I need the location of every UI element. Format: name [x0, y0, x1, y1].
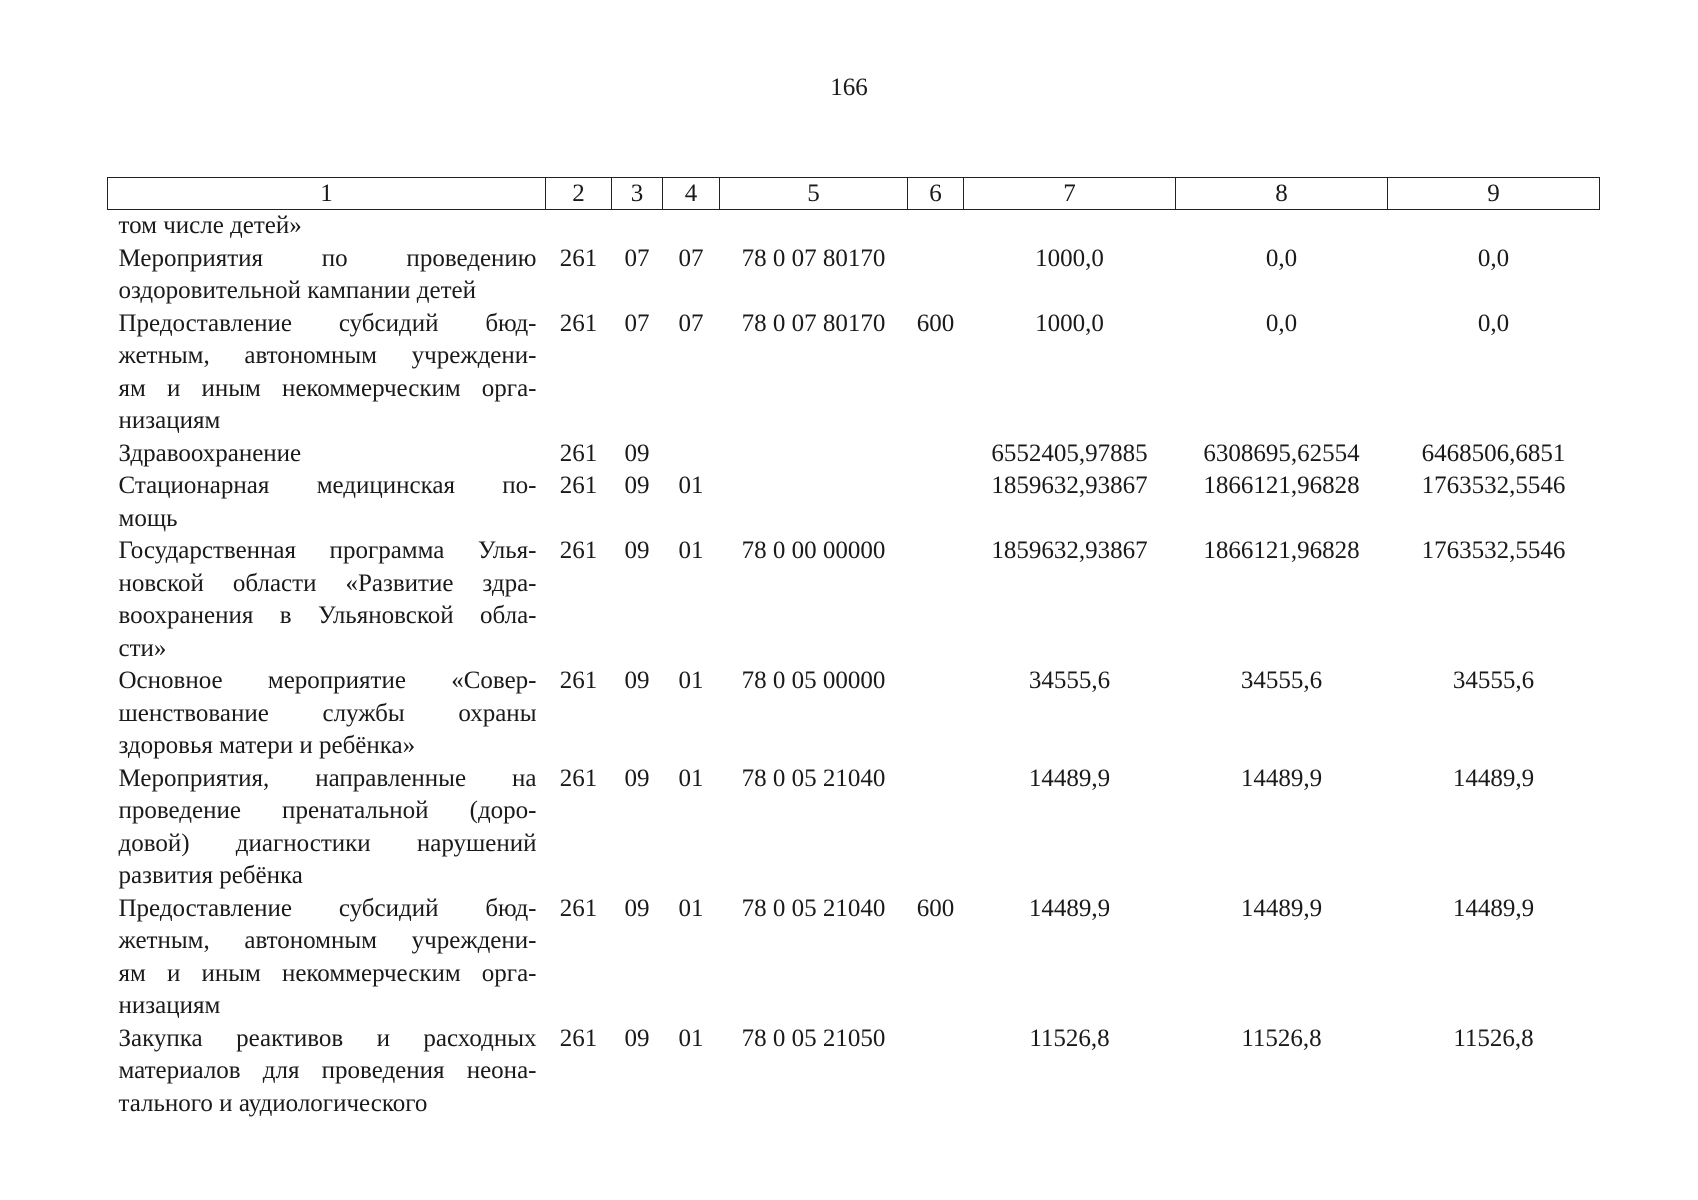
code-section: 09 [624, 439, 650, 467]
code-expense-type [908, 210, 964, 243]
table-row [108, 665, 1600, 763]
code-subsection: 07 [678, 309, 704, 337]
row-name-line: ям и иным некоммерческим орга- [118, 959, 537, 987]
code-target-article [720, 470, 908, 535]
code-subsection: 01 [678, 667, 704, 694]
row-name-line: проведение пренатальной (доро- [118, 797, 537, 824]
code-section: 09 [624, 667, 650, 694]
row-name-line: шенствование службы охраны [118, 699, 537, 727]
row-name-line: низациям [118, 407, 221, 434]
code-admin: 261 [559, 309, 598, 337]
amount-col-7: 14489,9 [1028, 894, 1111, 922]
row-name [108, 470, 546, 535]
code-admin: 261 [559, 244, 598, 272]
row-name-line: низациям [118, 992, 221, 1019]
amount-col-9: 1763532,5546 [1421, 472, 1566, 499]
code-section: 09 [624, 1024, 650, 1052]
row-name-line: Предоставление субсидий бюд- [118, 309, 537, 337]
row-name [108, 438, 546, 471]
code-admin [546, 210, 612, 243]
code-admin: 261 [559, 537, 598, 564]
code-admin: 261 [559, 439, 598, 467]
amount-col-7: 1000,0 [1035, 309, 1104, 337]
amount-col-8: 0,0 [1265, 309, 1298, 337]
row-name [108, 665, 546, 763]
table-row [108, 210, 1600, 243]
amount-col-9: 0,0 [1477, 244, 1510, 272]
table-body [108, 210, 1600, 1121]
amount-col-8 [1176, 210, 1388, 243]
code-expense-type: 600 [916, 894, 955, 922]
code-expense-type: 600 [916, 309, 955, 337]
row-name-line: жетным, автономным учреждени- [118, 927, 537, 954]
amount-col-8: 1866121,96828 [1203, 537, 1360, 564]
code-section: 09 [624, 894, 650, 922]
amount-col-8: 34555,6 [1240, 667, 1323, 694]
code-target-article: 78 0 07 80170 [741, 309, 886, 337]
code-expense-type [908, 438, 964, 471]
code-subsection: 01 [678, 472, 704, 499]
code-subsection: 01 [678, 894, 704, 922]
code-subsection [663, 210, 720, 243]
code-target-article [720, 210, 908, 243]
amount-col-8: 14489,9 [1240, 894, 1323, 922]
amount-col-9: 0,0 [1477, 309, 1510, 337]
amount-col-9: 6468506,6851 [1421, 439, 1566, 467]
column-header-9: 9 [1388, 178, 1600, 210]
row-name-line: том числе детей» [118, 212, 302, 239]
amount-col-8: 1866121,96828 [1203, 472, 1360, 499]
column-header-8: 8 [1176, 178, 1388, 210]
code-expense-type [908, 665, 964, 763]
page-number: 166 [830, 74, 868, 101]
row-name [108, 763, 546, 893]
row-name [108, 243, 546, 308]
row-name [108, 308, 546, 438]
code-subsection: 01 [678, 1024, 704, 1052]
column-header-5: 5 [720, 178, 908, 210]
code-expense-type [908, 470, 964, 535]
amount-col-9: 34555,6 [1452, 667, 1535, 694]
code-admin: 261 [559, 1024, 598, 1052]
row-name [108, 893, 546, 1023]
row-name-line: оздоровительной кампании детей [118, 277, 476, 304]
code-subsection: 07 [678, 244, 704, 272]
row-name-line: ям и иным некоммерческим орга- [118, 374, 537, 402]
amount-col-9: 1763532,5546 [1421, 537, 1566, 564]
row-name-line: Стационарная медицинская по- [118, 472, 537, 499]
amount-col-8: 6308695,62554 [1203, 439, 1360, 467]
code-section: 07 [624, 244, 650, 272]
code-section: 09 [624, 537, 650, 564]
amount-col-7: 34555,6 [1028, 667, 1111, 694]
code-subsection: 01 [678, 764, 704, 792]
row-name [108, 535, 546, 665]
header-row [108, 178, 1600, 210]
code-expense-type [908, 763, 964, 893]
row-name-line: Закупка реактивов и расходных [118, 1024, 537, 1052]
code-expense-type [908, 1023, 964, 1121]
table-row [108, 763, 1600, 893]
column-header-6: 6 [908, 178, 964, 210]
column-header-7: 7 [964, 178, 1176, 210]
amount-col-7: 6552405,97885 [991, 439, 1148, 467]
row-name-line: воохранения в Ульяновской обла- [118, 602, 537, 629]
column-header-2: 2 [546, 178, 612, 210]
code-target-article: 78 0 05 21040 [741, 894, 886, 922]
code-target-article [720, 438, 908, 471]
amount-col-8: 14489,9 [1240, 764, 1323, 792]
code-target-article: 78 0 07 80170 [741, 244, 886, 272]
amount-col-7: 1859632,93867 [991, 472, 1148, 499]
row-name-line: здоровья матери и ребёнка» [118, 732, 416, 759]
budget-table [107, 177, 1600, 1120]
code-target-article: 78 0 00 00000 [741, 537, 886, 564]
code-section: 09 [624, 764, 650, 792]
table-header [108, 178, 1600, 210]
code-target-article: 78 0 05 21050 [741, 1024, 886, 1052]
row-name-line: довой) диагностики нарушений [118, 829, 537, 857]
code-section: 09 [624, 472, 650, 499]
amount-col-7: 11526,8 [1029, 1024, 1110, 1052]
row-name-line: развития ребёнка [118, 862, 303, 889]
column-header-1: 1 [108, 178, 546, 210]
amount-col-8: 11526,8 [1241, 1024, 1322, 1052]
column-header-3: 3 [612, 178, 663, 210]
code-section [612, 210, 663, 243]
row-name-line: Основное мероприятие «Совер- [118, 667, 537, 694]
code-admin: 261 [559, 894, 598, 922]
row-name-line: Государственная программа Улья- [118, 537, 537, 564]
code-admin: 261 [559, 764, 598, 792]
column-header-4: 4 [663, 178, 720, 210]
row-name-line: Мероприятия, направленные на [118, 764, 537, 792]
table-row [108, 535, 1600, 665]
row-name-line: сти» [118, 634, 167, 662]
amount-col-8: 0,0 [1265, 244, 1298, 272]
row-name-line: тального и аудиологического [118, 1089, 428, 1117]
code-admin: 261 [559, 472, 598, 499]
code-admin: 261 [559, 667, 598, 694]
table-row [108, 243, 1600, 308]
table-row [108, 308, 1600, 438]
code-subsection [663, 438, 720, 471]
amount-col-9: 14489,9 [1452, 894, 1535, 922]
row-name-line: материалов для проведения неона- [118, 1057, 537, 1084]
table-row [108, 438, 1600, 471]
row-name-line: Мероприятия по проведению [118, 244, 537, 272]
table-row [108, 1023, 1600, 1121]
amount-col-7: 1000,0 [1035, 244, 1104, 272]
row-name [108, 1023, 546, 1121]
code-target-article: 78 0 05 00000 [741, 667, 886, 694]
row-name-line: новской области «Развитие здра- [118, 569, 537, 597]
amount-col-7 [964, 210, 1176, 243]
amount-col-9: 14489,9 [1452, 764, 1535, 792]
table-row [108, 893, 1600, 1023]
code-expense-type [908, 243, 964, 308]
row-name-line: Здравоохранение [118, 439, 302, 467]
row-name-line: Предоставление субсидий бюд- [118, 894, 537, 922]
row-name-line: жетным, автономным учреждени- [118, 342, 537, 369]
amount-col-7: 1859632,93867 [991, 537, 1148, 564]
code-target-article: 78 0 05 21040 [741, 764, 886, 792]
row-name-line: мощь [118, 504, 178, 532]
amount-col-9 [1388, 210, 1600, 243]
code-expense-type [908, 535, 964, 665]
table-row [108, 470, 1600, 535]
amount-col-9: 11526,8 [1453, 1024, 1534, 1052]
code-subsection: 01 [678, 537, 704, 564]
amount-col-7: 14489,9 [1028, 764, 1111, 792]
code-section: 07 [624, 309, 650, 337]
row-name [108, 210, 546, 243]
